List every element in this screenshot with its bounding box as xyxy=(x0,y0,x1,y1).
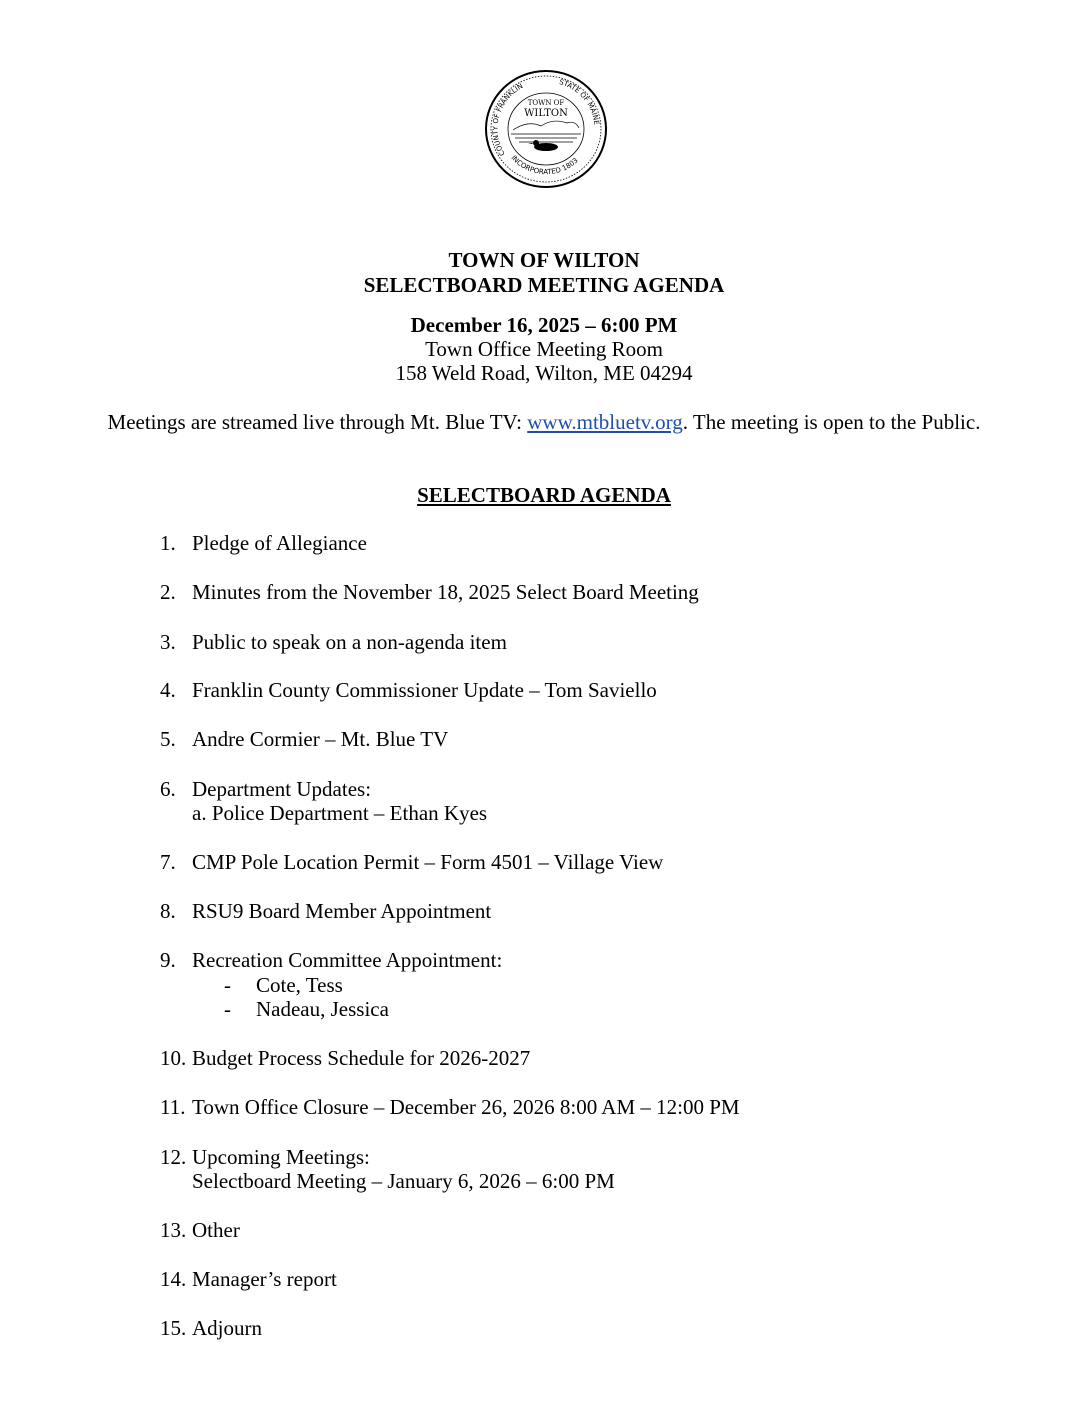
item-number: 2. xyxy=(160,580,176,604)
stream-suffix: . The meeting is open to the Public. xyxy=(682,410,981,434)
agenda-item-6 xyxy=(160,777,371,801)
item-number: 9. xyxy=(160,948,176,972)
seal-name-text: WILTON xyxy=(524,108,568,119)
agenda-item-1 xyxy=(160,531,367,555)
item-number: 10. xyxy=(160,1046,187,1070)
stream-prefix: Meetings are streamed live through Mt. Blue TV: xyxy=(107,410,528,434)
appointee-item: - Nadeau, Jessica xyxy=(224,997,389,1021)
appointee-name: Nadeau, Jessica xyxy=(256,997,389,1021)
item-text: Budget Process Schedule for 2026-2027 xyxy=(192,1046,531,1070)
mtbluetv-link[interactable]: www.mtbluetv.org xyxy=(527,410,683,434)
item-text: CMP Pole Location Permit – Form 4501 – Village View xyxy=(192,850,664,874)
seal-loon-icon xyxy=(528,140,558,151)
agenda-item-3 xyxy=(160,630,507,654)
agenda-item-14 xyxy=(160,1267,337,1291)
seal-right-text: STATE OF MAINE xyxy=(558,78,601,126)
svg-text:COUNTY OF FRANKLIN xyxy=(491,82,524,157)
item-text: Recreation Committee Appointment: xyxy=(192,948,503,972)
agenda-item-11 xyxy=(160,1095,740,1119)
item-text: Manager’s report xyxy=(192,1267,337,1291)
town-title: TOWN OF WILTON xyxy=(448,248,640,272)
item-text: Town Office Closure – December 26, 2026 8:00 AM – 12:00 PM xyxy=(192,1095,740,1119)
agenda-title: SELECTBOARD MEETING AGENDA xyxy=(363,273,725,297)
agenda-subitem: a. Police Department – Ethan Kyes xyxy=(192,801,488,825)
agenda-item-4 xyxy=(160,678,657,702)
agenda-item-10 xyxy=(160,1046,530,1070)
item-text: Upcoming Meetings: xyxy=(192,1145,370,1169)
item-text: Other xyxy=(192,1218,240,1242)
item-text: Pledge of Allegiance xyxy=(192,531,367,555)
item-number: 14. xyxy=(160,1267,187,1291)
item-text: RSU9 Board Member Appointment xyxy=(192,899,492,923)
meeting-address: 158 Weld Road, Wilton, ME 04294 xyxy=(395,361,693,385)
agenda-heading: SELECTBOARD AGENDA xyxy=(417,483,671,507)
stream-notice xyxy=(100,410,988,434)
meeting-room: Town Office Meeting Room xyxy=(425,337,663,361)
appointee-name: Cote, Tess xyxy=(256,973,343,997)
item-number: 8. xyxy=(160,899,176,923)
seal-top-text: TOWN OF xyxy=(527,99,565,107)
item-text: Adjourn xyxy=(192,1316,262,1340)
item-number: 1. xyxy=(160,531,176,555)
appointee-item: - Cote, Tess xyxy=(224,973,343,997)
item-number: 6. xyxy=(160,777,176,801)
seal-bottom-text: INCORPORATED 1803 xyxy=(509,153,580,177)
seal-left-text: COUNTY OF FRANKLIN xyxy=(491,82,525,158)
item-text: Department Updates: xyxy=(192,777,372,801)
agenda-item-15 xyxy=(160,1316,262,1340)
item-number: 12. xyxy=(160,1145,187,1169)
agenda-item-12 xyxy=(160,1145,370,1169)
item-number: 15. xyxy=(160,1316,187,1340)
agenda-item-7 xyxy=(160,850,663,874)
item-number: 4. xyxy=(160,678,176,702)
agenda-item-13 xyxy=(160,1218,240,1242)
seal-landscape-icon xyxy=(511,121,581,142)
item-number: 3. xyxy=(160,630,176,654)
agenda-item-9 xyxy=(160,948,502,972)
item-number: 13. xyxy=(160,1218,187,1242)
item-number: 5. xyxy=(160,727,176,751)
item-number: 7. xyxy=(160,850,176,874)
item-text: Andre Cormier – Mt. Blue TV xyxy=(192,727,449,751)
town-seal xyxy=(483,68,609,190)
meeting-date: December 16, 2025 – 6:00 PM xyxy=(410,313,678,337)
item-text: Franklin County Commissioner Update – Tom Saviello xyxy=(192,678,657,702)
agenda-subitem: Selectboard Meeting – January 6, 2026 – 6:00 PM xyxy=(192,1169,615,1193)
agenda-item-5 xyxy=(160,727,448,751)
item-text: Public to speak on a non-agenda item xyxy=(192,630,507,654)
agenda-item-2 xyxy=(160,580,699,604)
agenda-item-8 xyxy=(160,899,491,923)
item-text: Minutes from the November 18, 2025 Select Board Meeting xyxy=(192,580,699,604)
item-number: 11. xyxy=(160,1095,186,1119)
